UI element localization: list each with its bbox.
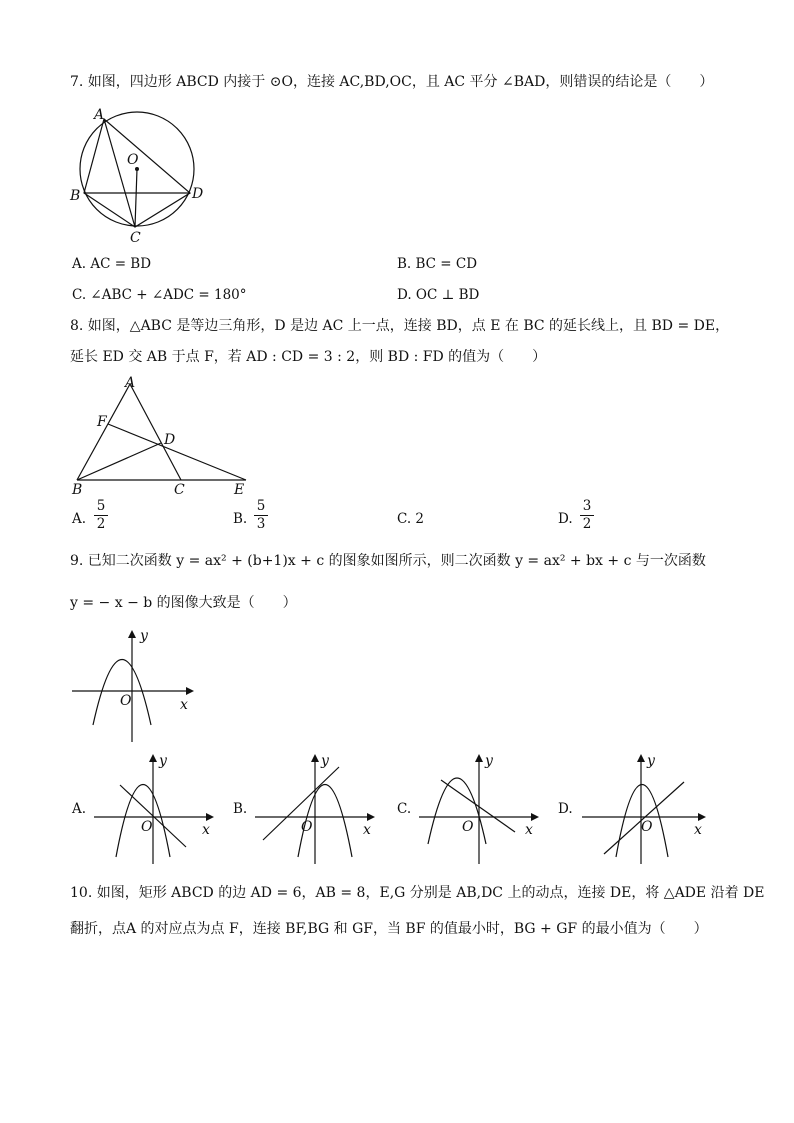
svg-text:y: y (159, 753, 167, 769)
q9-stem-line1: 9. 已知二次函数 y = ax² + (b+1)x + c 的图象如图所示，则二次函数 y = ax² + bx + c 与一次函数 (70, 553, 706, 569)
segment-ab (77, 384, 130, 480)
q9-option-b-label[interactable]: B. (233, 801, 248, 817)
q9-option-c-label[interactable]: C. (397, 801, 412, 817)
label-b: B (70, 188, 81, 204)
q8-option-d-fraction: 3 2 (580, 499, 594, 532)
segment-ac (104, 119, 135, 227)
label-o: O (120, 693, 132, 709)
label-f: F (97, 414, 107, 430)
svg-text:x: x (363, 822, 371, 838)
label-b: B (72, 482, 83, 498)
svg-text:y: y (485, 753, 493, 769)
segment-oc (135, 169, 137, 227)
q9-option-a-label[interactable]: A. (72, 801, 87, 817)
q8-option-a-fraction: 5 2 (94, 499, 108, 532)
q8-triangle-figure (70, 372, 260, 497)
q9-option-b-graph[interactable] (253, 752, 378, 867)
svg-text:O: O (641, 819, 653, 835)
q9-option-a-graph[interactable] (92, 752, 217, 867)
label-d: D (164, 432, 176, 448)
label-e: E (234, 482, 245, 498)
label-o: O (127, 152, 139, 168)
q7-circle-figure (70, 105, 210, 245)
svg-text:O: O (301, 819, 313, 835)
q9-option-c-graph[interactable] (417, 752, 542, 867)
q9-stem-line2: y = − x − b 的图像大致是（ ） (70, 595, 297, 611)
q9-main-graph (70, 628, 200, 743)
q9-option-d-label[interactable]: D. (558, 801, 573, 817)
q8-option-d-label[interactable]: D. (558, 511, 573, 527)
q10-stem-line1: 10. 如图，矩形 ABCD 的边 AD = 6，AB = 8，E,G 分别是 AB,DC 上的动点，连接 DE，将 △ADE 沿着 DE (70, 885, 765, 901)
label-c: C (174, 482, 185, 498)
q8-option-b-label[interactable]: B. (233, 511, 248, 527)
label-a: A (125, 375, 136, 391)
line (604, 782, 684, 854)
q7-option-c[interactable]: C. ∠ABC + ∠ADC = 180° (72, 287, 247, 303)
label-c: C (130, 230, 141, 246)
svg-text:y: y (647, 753, 655, 769)
label-x: x (180, 697, 188, 713)
label-y: y (140, 628, 148, 644)
svg-text:O: O (462, 819, 474, 835)
q8-stem-line2: 延长 ED 交 AB 于点 F，若 AD : CD = 3 : 2，则 BD : FD 的值为（ ） (70, 349, 547, 365)
svg-text:O: O (141, 819, 153, 835)
svg-text:x: x (694, 822, 702, 838)
q7-stem: 7. 如图，四边形 ABCD 内接于 ⊙O，连接 AC,BD,OC，且 AC 平分 ∠BAD，则错误的结论是（ ） (70, 74, 714, 90)
q8-option-a-label[interactable]: A. (72, 511, 87, 527)
q9-option-d-graph[interactable] (580, 752, 710, 867)
svg-text:x: x (525, 822, 533, 838)
segment-bd (77, 443, 161, 480)
q10-stem-line2: 翻折，点A 的对应点为点 F，连接 BF,BG 和 GF，当 BF 的值最小时，BG + GF 的最小值为（ ） (70, 921, 708, 937)
q7-option-d[interactable]: D. OC ⊥ BD (397, 287, 480, 303)
q7-option-a[interactable]: A. AC = BD (72, 256, 152, 272)
parabola (428, 778, 486, 844)
label-a: A (94, 107, 105, 123)
label-d: D (192, 186, 204, 202)
q8-option-b-fraction: 5 3 (254, 499, 268, 532)
line (441, 780, 515, 832)
q8-stem-line1: 8. 如图，△ABC 是等边三角形，D 是边 AC 上一点，连接 BD，点 E 在 BC 的延长线上，且 BD = DE， (70, 318, 730, 334)
svg-text:y: y (321, 753, 329, 769)
q8-option-c[interactable]: C. 2 (397, 511, 425, 527)
q7-option-b[interactable]: B. BC = CD (397, 256, 478, 272)
svg-text:x: x (202, 822, 210, 838)
